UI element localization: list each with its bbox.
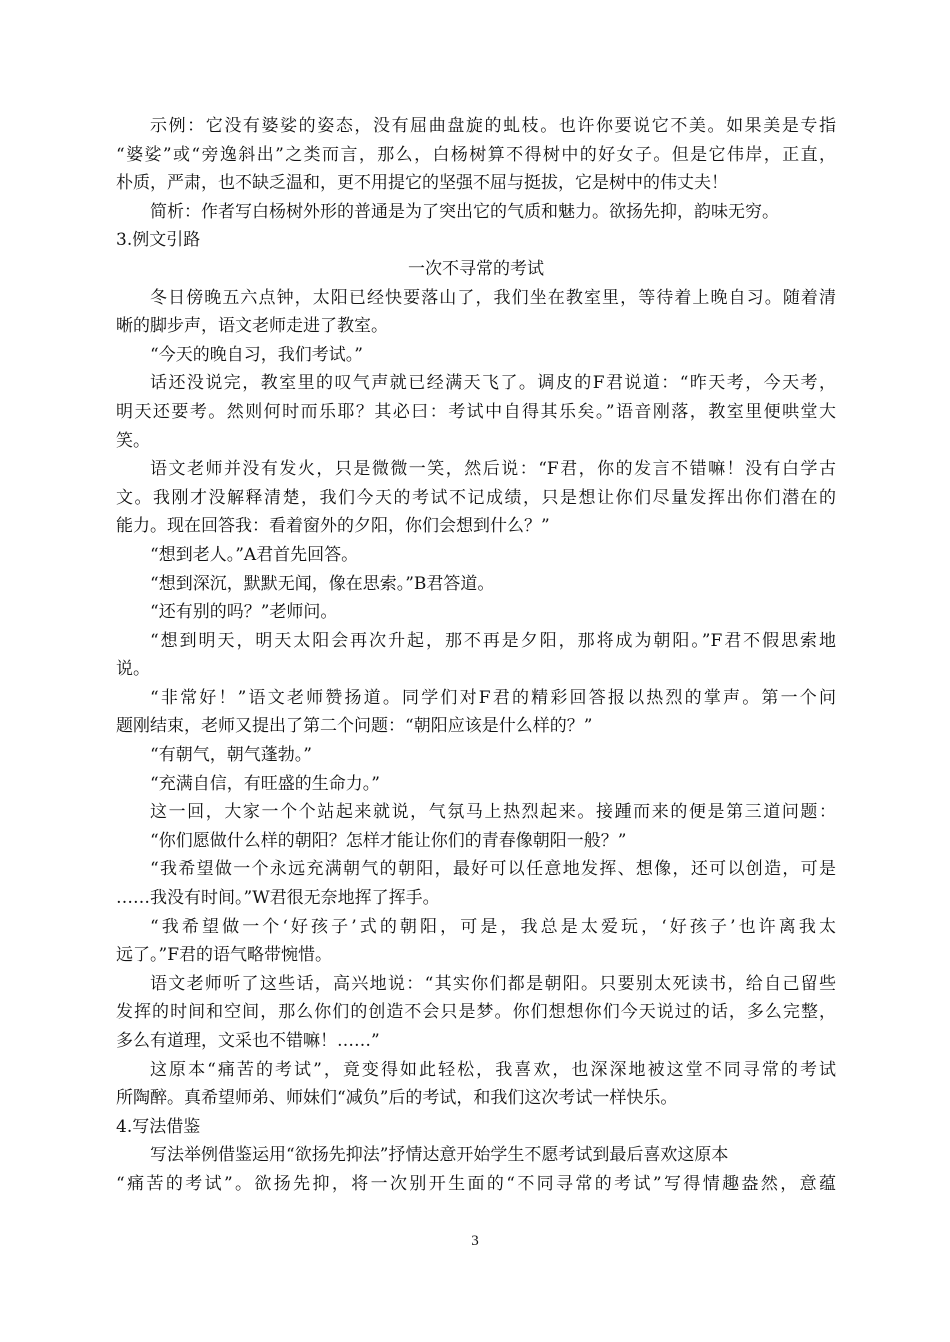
essay-paragraph-line: “想到深沉，默默无闻，像在思索。”B君答道。	[150, 573, 495, 594]
essay-paragraph-line: “今天的晚自习，我们考试。”	[150, 344, 363, 365]
essay-paragraph-line: 语文老师并没有发火，只是微微一笑，然后说：“F君，你的发言不错嘛！没有白学古	[150, 459, 836, 480]
page-number: 3	[471, 1233, 479, 1249]
essay-paragraph-line: “想到老人。”A君首先回答。	[150, 544, 359, 565]
section-heading-3: 3.例文引路	[116, 230, 201, 251]
example-paragraph-line: 朴质，严肃，也不缺乏温和，更不用提它的坚强不屈与挺拔，它是树中的伟丈夫！	[116, 173, 728, 194]
essay-paragraph-line: “充满自信，有旺盛的生命力。”	[150, 773, 380, 794]
essay-paragraph-line: 这原本“痛苦的考试”，竟变得如此轻松，我喜欢，也深深地被这堂不同寻常的考试	[150, 1059, 836, 1080]
essay-paragraph-line: 说。	[116, 659, 150, 680]
essay-paragraph-line: “有朝气，朝气蓬勃。”	[150, 745, 312, 766]
essay-paragraph-line: “我希望做一个‘好孩子’式的朝阳，可是，我总是太爱玩，‘好孩子’也许离我太	[150, 916, 836, 937]
section-heading-4: 4.写法借鉴	[116, 1116, 201, 1137]
essay-paragraph-line: “你们愿做什么样的朝阳？怎样才能让你们的青春像朝阳一般？”	[150, 830, 627, 851]
essay-paragraph-line: 发挥的时间和空间，那么你们的创造不会只是梦。你们想想你们今天说过的话，多么完整，	[116, 1002, 836, 1023]
document-body	[116, 112, 836, 1199]
writing-method-paragraph-line: “痛苦的考试”。欲扬先抑，将一次别开生面的“不同寻常的考试”写得情趣盎然，意蕴	[116, 1173, 836, 1194]
essay-paragraph-line: 能力。现在回答我：看着窗外的夕阳，你们会想到什么？”	[116, 516, 550, 537]
example-paragraph-line: “婆娑”或“旁逸斜出”之类而言，那么，白杨树算不得树中的好女子。但是它伟岸，正直，	[116, 144, 836, 165]
essay-paragraph-line: 这一回，大家一个个站起来就说，气氛马上热烈起来。接踵而来的便是第三道问题：	[150, 802, 836, 823]
analysis-paragraph: 简析：作者写白杨树外形的普通是为了突出它的气质和魅力。欲扬先抑，韵味无穷。	[150, 201, 779, 222]
writing-method-paragraph-line: 写法举例借鉴运用“欲扬先抑法”抒情达意开始学生不愿考试到最后喜欢这原本	[150, 1145, 729, 1166]
essay-paragraph-line: 远了。”F君的语气略带惋惜。	[116, 945, 332, 966]
essay-paragraph-line: “想到明天，明天太阳会再次升起，那不再是夕阳，那将成为朝阳。”F君不假思索地	[150, 630, 836, 651]
essay-paragraph-line: ……我没有时间。”W君很无奈地挥了挥手。	[116, 888, 440, 909]
essay-paragraph-line: 语文老师听了这些话，高兴地说：“其实你们都是朝阳。只要别太死读书，给自己留些	[150, 973, 836, 994]
essay-paragraph-line: 题刚结束，老师又提出了第二个问题：“朝阳应该是什么样的？”	[116, 716, 593, 737]
essay-paragraph-line: “我希望做一个永远充满朝气的朝阳，最好可以任意地发挥、想像，还可以创造，可是	[150, 859, 836, 880]
essay-paragraph-line: “还有别的吗？”老师问。	[150, 602, 338, 623]
essay-paragraph-line: 文。我刚才没解释清楚，我们今天的考试不记成绩，只是想让你们尽量发挥出你们潜在的	[116, 487, 836, 508]
example-paragraph-line: 示例：它没有婆娑的姿态，没有屈曲盘旋的虬枝。也许你要说它不美。如果美是专指	[150, 116, 836, 136]
essay-paragraph-line: 话还没说完，教室里的叹气声就已经满天飞了。调皮的F君说道：“昨天考，今天考，	[150, 373, 836, 394]
essay-paragraph-line: 所陶醉。真希望师弟、师妹们“减负”后的考试，和我们这次考试一样快乐。	[116, 1088, 678, 1109]
essay-paragraph-line: 笑。	[116, 430, 150, 451]
essay-title: 一次不寻常的考试	[408, 258, 544, 279]
essay-paragraph-line: 晰的脚步声，语文老师走进了教室。	[116, 316, 388, 337]
essay-paragraph-line: 明天还要考。然则何时而乐耶？其必曰：考试中自得其乐矣。”语音刚落，教室里便哄堂大	[116, 401, 836, 422]
essay-paragraph-line: “非常好！”语文老师赞扬道。同学们对F君的精彩回答报以热烈的掌声。第一个问	[150, 687, 836, 708]
essay-paragraph-line: 多么有道理，文采也不错嘛！……”	[116, 1031, 380, 1051]
essay-paragraph-line: 冬日傍晚五六点钟，太阳已经快要落山了，我们坐在教室里，等待着上晚自习。随着清	[150, 287, 836, 308]
